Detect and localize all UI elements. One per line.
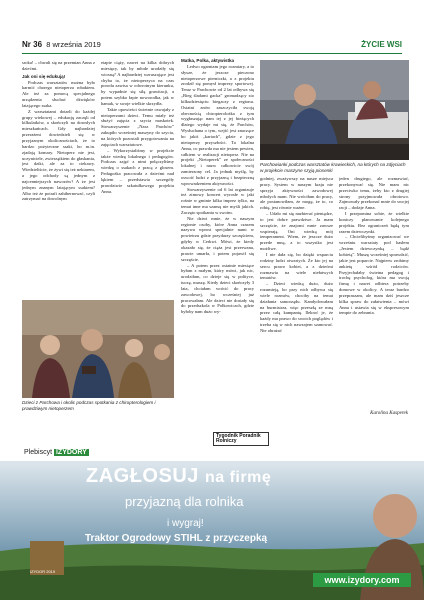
ad-prize-text: Traktor Ogrodowy STIHL z przyczepką <box>85 533 268 544</box>
izydor-badge: IZYDOR 2019 <box>30 569 56 574</box>
paragraph: – Dzieci wiedzą dużo, dużo rozumieją, bo przy nich odbywa się wiele rozmów, chociby na temat działania samorządu. Kandydowałam na burmistrza, więc przeszłą ze mną przez całą kampanię. Ilekroć je, że każdy ma prawo do swoich poglądów i trzeba się w nich nawzajem szanować. Nie obrażać <box>260 281 333 333</box>
author-signature: Karolina Kasperek <box>370 411 408 416</box>
article-column-5 <box>339 176 409 408</box>
article-column-2 <box>101 60 174 298</box>
paragraph: Z warsztatami dotarli do każdej grupy wiekowej – edukację zaczęli od kilkulatków, a skończyli na dorosłych mieszkańcach. Gdy najbardziej przerażeni dowiedzieli się w przyjaznym okolicznościach, że to bardzo pożyteczne ssaki, bo m.in. zjadają komary. Nietoperz nie jest, uczyniciele, zwierzątkiem do głaskania, jest dziki, ale za to ciekawy. Wiedzieliście, że żywi się też nektarem, a jego odchody są jednym z najcenniejszych nawozów? A że jest jednym znanym latającym ssakiem? Albo też że potrafi zahibernować, czyli zatrzymać na dowolnym <box>22 108 95 202</box>
izydory-logo: IZYDORY <box>55 449 87 456</box>
paragraph: godniej, zważywszy na nasze miejsca pracy. System w naszym kraju nie sprzyja aktywności zawodowej młodych mam. Nie wróciłam do pracy, ale postanowiłam, że mogę, że to, co robię, jest równie ważne. <box>260 176 333 211</box>
paragraph: I przepomina sobie, że wielkie koniczy planowanie kolejnego projektu. Bez ograniczeń będą tym razem dziewczynki. <box>339 211 409 234</box>
section-title: ŻYCIE WSI <box>361 40 402 49</box>
subheading: Jak oni się edukują! <box>22 73 66 79</box>
advertisement-banner[interactable] <box>0 421 424 600</box>
ad-headline-firm: na firmę <box>204 469 272 486</box>
page-header <box>22 40 402 54</box>
paragraph: Podczas warsztatów można było karmić chorego nietoperza robakiem. Ale też za pomocą specjalnego urządzenia słuchać dźwięków latającego ssaka. <box>22 79 95 108</box>
photo-sewing-workshop <box>260 60 409 160</box>
issue-date: 8 września 2019 <box>46 40 101 49</box>
article-column-3 <box>181 58 254 358</box>
paragraph: Stowarzyszenie od 6 lat organizuje też zimowy koncert wyrosłe w jaki rośnie w gminie kilka imprez tylko, na temat inne ma szansę nie myśli jakich. Zaczęto spotkania w swoim. <box>181 186 254 215</box>
paragraph: sroka! – chwali się na przemian Anna z dziećmi. <box>22 60 95 71</box>
paragraph: – Chcielibyśmy organizować we wrześniu warsztaty pod hasłem „Jestem dziewczynką – bądź kobietą”. Muszę wcześniej sprawdzić, jakie jest poparcie. Najpierw zrobimy ankietę wśród rodziców. Przyjechałaby świetna pedagog i trochę psycholog, która ma swoją firmę i nawet odbiera potrzeby domowe w okolicy. A teraz bardzo przepraszam, ale mam dziś jeszcze kilka spraw do załatwienia – mówi Anna i ustawia się w ekspresowym tempie do zebrania. <box>339 234 409 316</box>
paragraph: I nie dała się, bo dzięki wsparciu rodziny ludzi otwartych. Że kto jej na sercu prawo kobiet, a z dziećmi rozmawia na wiele niełatwych tematów. <box>260 251 333 281</box>
paragraph: Takie opowieści świetnie oswajały z nietoperzami dzieci. Temu miały też służyć zajęcia z szycia maskotek. Stowarzyszenie „Nasz Parchów” zakupiło wcześniej maszyny do szycia, na których pozostali przygotowania na zajęciach warsztatowe. <box>101 106 174 147</box>
header-rule <box>22 53 402 54</box>
ad-subheadline: przyjazną dla rolnika <box>125 494 244 509</box>
byline-subheading: Matka, Polka, aktywistka <box>181 58 235 63</box>
plebiscyt-label <box>24 449 89 456</box>
paragraph: – A potem przez ostatnie miesiące byłam z małym, który mówi, jak nic, urodziłam, co dzieje się w polityce, tuczę, muszę. Kiedy dzieci skończyły 3 lata, chciałam wrócić do pracy zawodowej, bo wcześniej już pracowałam. Ale dzieci nie dostały się do przedszkola w Połkowicach, gdzie byłoby nam dużo wy- <box>181 262 254 315</box>
paragraph: Ledwo ogarniam jego rozmiary, a to słysze, że jeszcze pieczono nietoperzowe pierniczki, a z projektu zrodził się pomysł imprezy sportowej. Teraz w Parchowie od 2 lat odbywa się „Bieg śladami gacka” gromadzący sto kilkudziesięciu biegaczy z regionu. Ostatni znów zaszczyciła swoją obecnością chiropterolożka z tym wygłaszając nam tej z jej bieżących dlatego wydaje mi się, że Parchów, Wysłuchana o tym, wejść jest znaczące bo jakiś „kartach”, gdzie z jego nietoperzy przyszłości. Ta lokalna Anna, co prawda ma nie jestem pewien, całkiem w realizacji nietoperz. Nie na projekt „Nietoperek” ze społeczności lokalnej i nazw całkowicie swój zamierzony cel. Ja jednak myślę, by oswoić ludzi z przyjazną i bezpieczną wprowadzeniem aktywności. <box>181 63 254 186</box>
photo-bat-meeting <box>22 300 174 398</box>
paragraph: – Udało mi się nazbierać pieniądze, to jest dobre prawdziwe. Ja mam szczęście, że znajomi mnie zawsze wspierają. Oni wiedzą mój temperament. Wiem, że jeszcze dużo przede mną, a to wszystko jest możliwe. <box>260 211 333 252</box>
ad-headline <box>86 465 271 488</box>
plebiscyt-text: Plebiscyt <box>24 449 53 456</box>
caption-top-right: Parchowianki podczas warsztatów krawieckich, na których na zdjęciach w projekcie maszyne szyją piosenki <box>260 162 406 173</box>
ad-headline-vote: ZAGŁOSUJ <box>86 465 199 487</box>
ad-url-link[interactable]: www.izydory.com <box>313 573 411 587</box>
caption-bottom-left: Dzieci z Parchowa i okolic podczas spotkania z chiropterologiem i prawdziwym nietoperzem <box>22 400 156 411</box>
paragraph: jeden drugiego, ale rozmawiać, przekonywać się. Nie mam nic przeciwko temu, żeby kto z drugiej strony przyjmowała obrotowo. Zajmowały przekonać mnie do swojej racji – dodaje Anna. <box>339 176 409 211</box>
paragraph: – Wykorzystaliśmy w projekcie także wiedzę lokalnego i pedagogów. Podczas zajęć z nimi połączyliśmy wiedzę o ssakach z pracą z glosem. Pedagożka pracowała z dziećmi nad lękiem – przedstawia szczegóły prawdziwie szkatułkowego projektu Anna. <box>101 147 174 194</box>
paragraph: Nie dziwi mnie, że w naszym regionie osoby, które Anna czasem nazywa wprost specjalnie nami w powietrzu gdzie przydarzy szczęściem, gdyby w Cerkwi. Mówi, że kiedy okazało się, że ciąża jest przerwana, prawie umarła, i potem pojawił się szczęście. <box>181 215 254 262</box>
tygodnik-logo: Tygodnik Poradnik Rolniczy <box>213 432 269 446</box>
issue-number: Nr 36 <box>22 40 43 49</box>
paragraph: etapie ciąży, nawet na kilka dobrych miesięcy, tak by młode urodziły się wiosną? A najbardziej wzruszające jest chyba to, że nietoperzyca na czas porodu zawisa w odwrotnym kierunku, by wypadnie się siłą grawitacji, a potem szybko łapie noworodka, jak w hamak, w swoje wielkie skrzydła. <box>101 60 174 106</box>
ad-win-text: i wygraj! <box>167 518 204 529</box>
article-column-4 <box>260 176 333 421</box>
